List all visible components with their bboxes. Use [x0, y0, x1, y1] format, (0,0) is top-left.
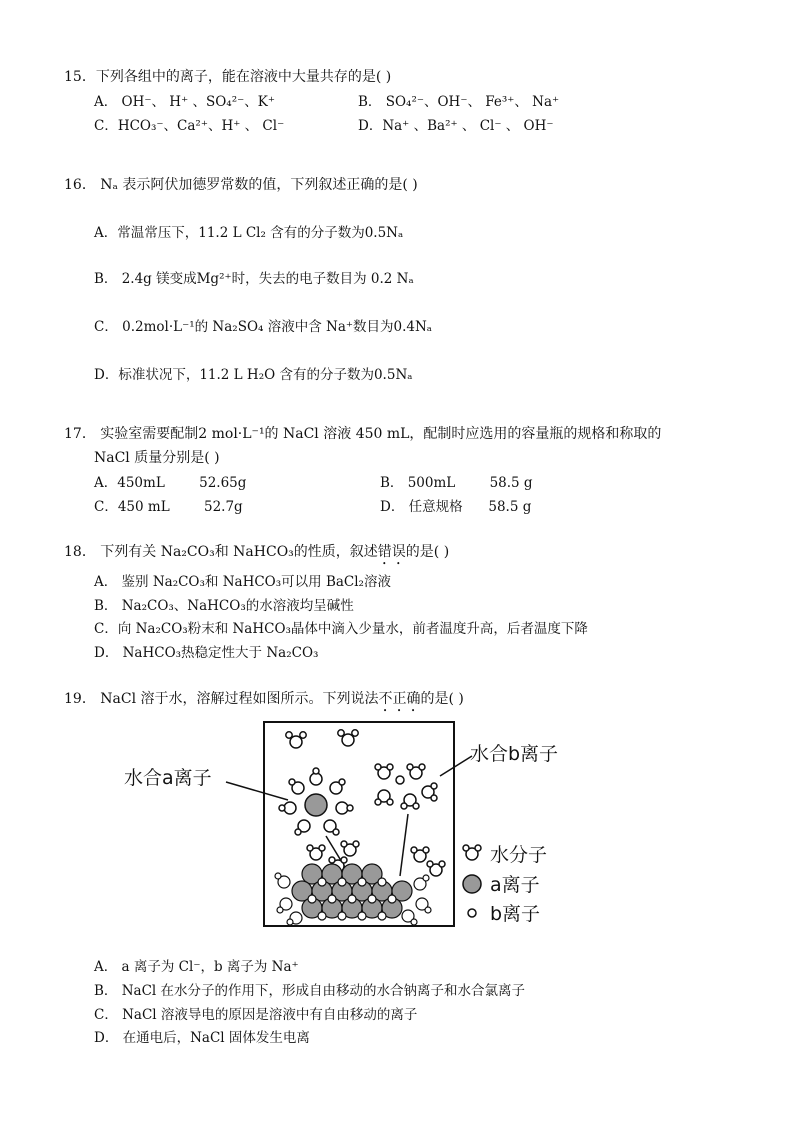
q19-stem-emphasis: 不正确 [378, 691, 421, 707]
q19-stem [64, 690, 464, 715]
legend-water-label: 水分子 [490, 844, 548, 866]
water-molecule [286, 730, 358, 748]
q16-option-b: B． 2.4g 镁变成Mg²⁺时，失去的电子数目为 0.2 Nₐ [94, 271, 414, 287]
nacl-dissolution-figure [110, 716, 610, 932]
q17-option-b: B． 500mL 58.5 g [380, 475, 533, 491]
q19-option-a: A． a 离子为 Cl⁻，b 离子为 Na⁺ [94, 959, 299, 975]
q19-option-c: C． NaCl 溶液导电的原因是溶液中有自由移动的离子 [94, 1007, 418, 1023]
pointer-line [440, 756, 472, 776]
a-ion-legend-icon [463, 875, 481, 893]
q18-option-a: A． 鉴别 Na₂CO₃和 NaHCO₃可以用 BaCl₂溶液 [94, 574, 391, 590]
q16-option-a: A．常温常压下，11.2 L Cl₂ 含有的分子数为0.5Nₐ [94, 225, 404, 241]
q19-stem-pre: 19． NaCl 溶于水，溶解过程如图所示。下列说法 [64, 691, 379, 707]
q19-option-d: D． 在通电后，NaCl 固体发生电离 [94, 1030, 310, 1046]
q19-stem-post: 的是( ) [420, 691, 464, 707]
q17-option-d: D． 任意规格 58.5 g [380, 499, 532, 515]
q15-option-b: B． SO₄²⁻、OH⁻、 Fe³⁺、 Na⁺ [358, 94, 560, 110]
q15-stem: 15．下列各组中的离子，能在溶液中大量共存的是( ) [64, 69, 392, 85]
pointer-line [226, 782, 288, 800]
legend-a-label: a离子 [490, 874, 540, 896]
q15-option-c: C．HCO₃⁻、Ca²⁺、H⁺ 、 Cl⁻ [94, 118, 285, 134]
pointer-line [400, 814, 408, 876]
q15-option-a: A． OH⁻、 H⁺ 、SO₄²⁻、K⁺ [94, 94, 275, 110]
q17-option-a: A．450mL 52.65g [94, 475, 247, 491]
water-legend-icon [463, 845, 481, 860]
nacl-crystal [275, 864, 431, 925]
q18-option-b: B． Na₂CO₃、NaHCO₃的水溶液均呈碱性 [94, 598, 354, 614]
q18-stem-post: 的是( ) [405, 544, 450, 560]
q16-option-c: C． 0.2mol·L⁻¹的 Na₂SO₄ 溶液中含 Na⁺数目为0.4Nₐ [94, 319, 432, 335]
q19-option-b: B． NaCl 在水分子的作用下，形成自由移动的水合钠离子和水合氯离子 [94, 983, 526, 999]
q16-option-d: D．标准状况下，11.2 L H₂O 含有的分子数为0.5Nₐ [94, 367, 413, 383]
q17-option-c: C．450 mL 52.7g [94, 499, 243, 515]
legend [463, 844, 547, 925]
q17-stem-line2: NaCl 质量分别是( ) [94, 450, 220, 466]
q16-stem: 16． Nₐ 表示阿伏加德罗常数的值，下列叙述正确的是( ) [64, 177, 418, 193]
b-ion-legend-icon [468, 909, 476, 917]
legend-b-label: b离子 [490, 903, 541, 925]
q18-stem-emphasis: 错误 [377, 544, 406, 560]
q17-stem-line1: 17． 实验室需要配制2 mol·L⁻¹的 NaCl 溶液 450 mL，配制时应选用的容量瓶的规格和称取的 [64, 426, 662, 442]
q18-option-d: D． NaHCO₃热稳定性大于 Na₂CO₃ [94, 645, 319, 661]
hydrated-a-ion [279, 768, 353, 835]
q15-option-d: D．Na⁺ 、Ba²⁺ 、 Cl⁻ 、 OH⁻ [358, 118, 554, 134]
label-hydrated-b: 水合b离子 [470, 743, 559, 765]
q18-stem-pre: 18． 下列有关 Na₂CO₃和 NaHCO₃的性质，叙述 [64, 544, 378, 560]
label-hydrated-a: 水合a离子 [124, 767, 212, 789]
q18-stem [64, 543, 449, 568]
q18-option-c: C．向 Na₂CO₃粉末和 NaHCO₃晶体中滴入少量水，前者温度升高，后者温度下降 [94, 621, 588, 637]
hydrated-b-ion [375, 764, 437, 809]
